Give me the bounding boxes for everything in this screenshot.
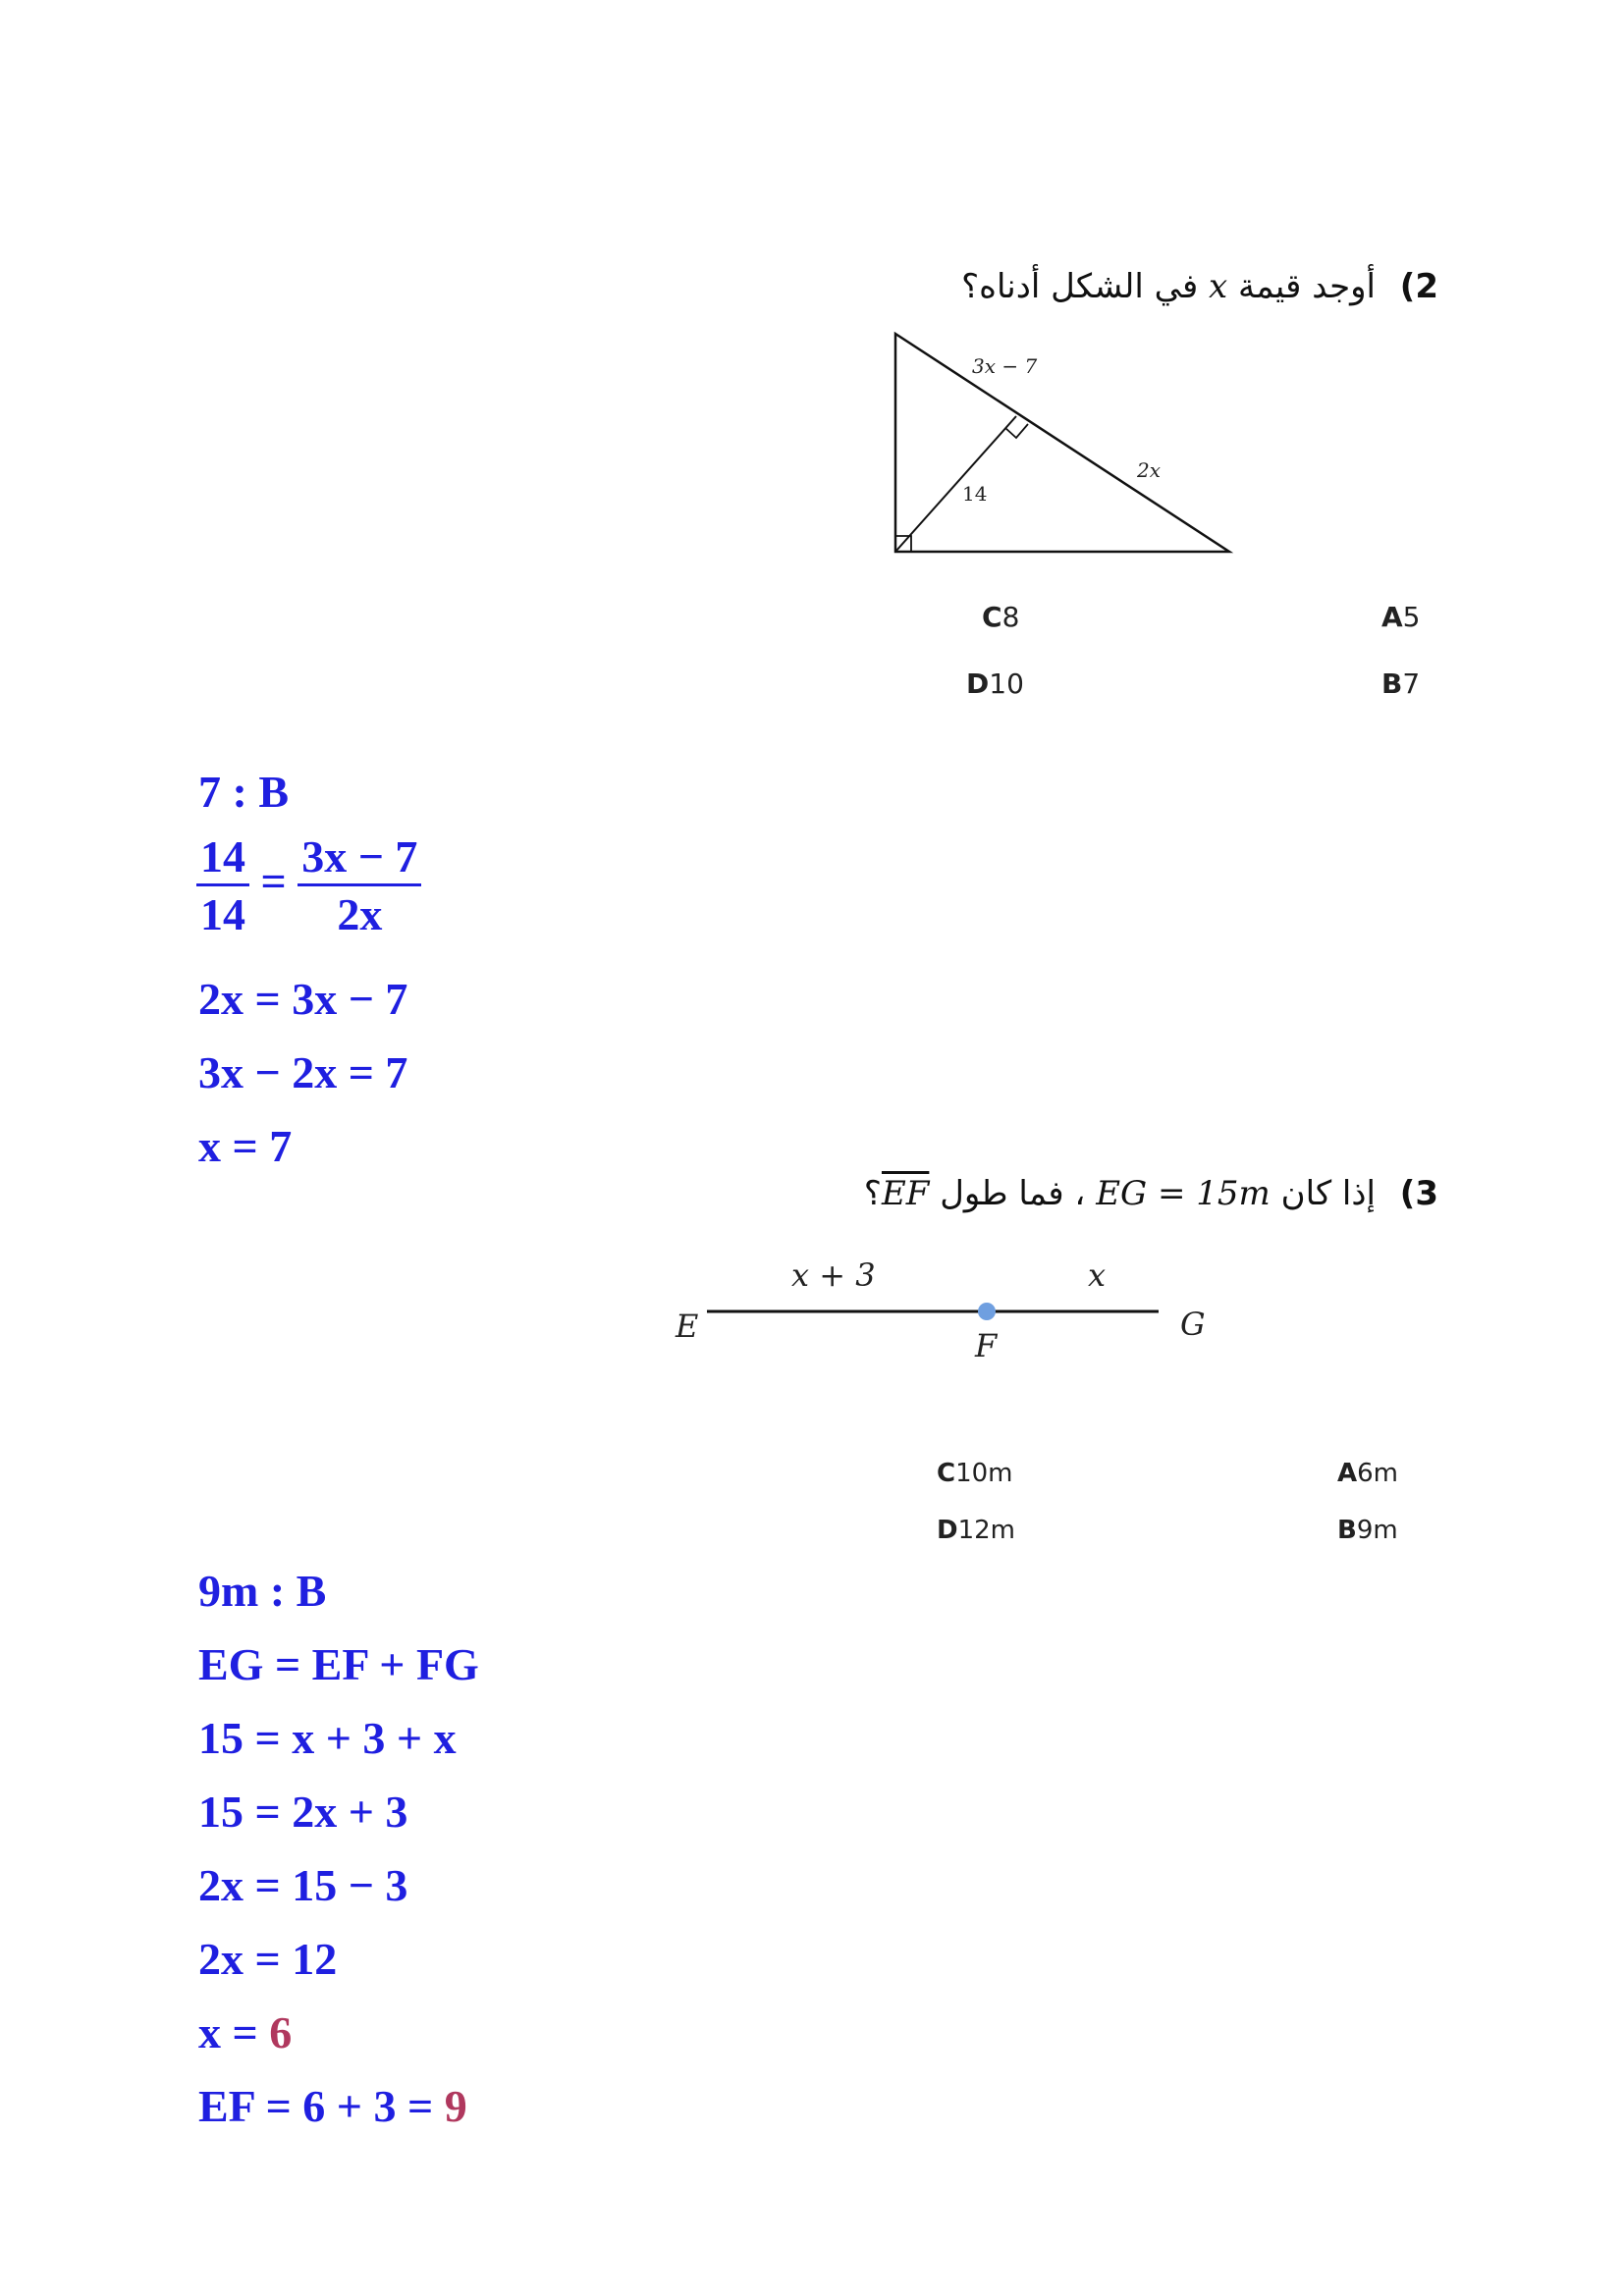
label-point-e: E [676, 1308, 699, 1345]
q2-option-a[interactable] [1360, 601, 1421, 633]
q3-option-b[interactable] [1316, 1516, 1398, 1545]
label-hyp-top: 3x − 7 [972, 354, 1038, 378]
q3-text-if: إذا كان [1280, 1174, 1376, 1213]
q3-option-b-letter: B [1337, 1516, 1357, 1545]
q3-answer: 9m : B [198, 1566, 327, 1616]
q3-step7 [198, 2081, 467, 2131]
q2-option-d-value: 10 [989, 667, 1024, 700]
q2-option-c-value: 8 [1001, 601, 1020, 633]
q3-segment-figure [648, 1247, 1206, 1384]
q3-option-c[interactable] [915, 1459, 1013, 1488]
q3-option-c-letter: C [937, 1459, 956, 1488]
q2-option-d[interactable] [945, 667, 1024, 700]
label-point-f: F [975, 1327, 998, 1364]
q3-option-d-value: 12m [957, 1516, 1016, 1545]
q2-number: 2) [1399, 267, 1438, 306]
triangle-outline [895, 334, 1229, 552]
q2-option-b-value: 7 [1402, 667, 1421, 700]
q2-option-c-letter: C [982, 601, 1002, 633]
q2-text-after: في الشكل أدناه؟ [961, 267, 1199, 306]
q2-frac-left-num: 14 [196, 834, 249, 886]
q3-step2: 15 = x + 3 + x [198, 1713, 457, 1763]
q2-text-before: أوجد قيمة [1238, 267, 1376, 306]
q3-option-d[interactable] [915, 1516, 1015, 1545]
q3-qmark: ؟ [863, 1174, 882, 1213]
q2-frac-right-num: 3x − 7 [298, 834, 421, 886]
q2-answer: 7 : B [198, 767, 289, 817]
q3-condition: EG = 15m [1096, 1174, 1271, 1213]
right-angle-mark-foot [1005, 424, 1028, 438]
point-f-dot [978, 1303, 996, 1320]
label-hyp-bottom: 2x [1137, 458, 1162, 482]
label-altitude: 14 [962, 482, 988, 506]
q3-step4: 2x = 15 − 3 [198, 1860, 408, 1910]
q2-option-a-value: 5 [1402, 601, 1421, 633]
q2-frac-right-den: 2x [337, 889, 383, 939]
q2-proportion-equals: = [260, 856, 287, 907]
q3-header [864, 1174, 1438, 1213]
q3-segment: EF [881, 1174, 930, 1213]
q3-step5: 2x = 12 [198, 1934, 338, 1984]
q2-step1: 2x = 3x − 7 [198, 974, 408, 1024]
q2-option-b[interactable] [1360, 667, 1420, 700]
q2-frac-left-den: 14 [200, 889, 245, 939]
q3-text-then: ، فما طول [940, 1174, 1086, 1213]
q3-option-a-value: 6m [1357, 1459, 1398, 1488]
q3-option-b-value: 9m [1356, 1516, 1398, 1545]
q2-option-c[interactable] [960, 601, 1019, 633]
q2-header [961, 267, 1438, 306]
q3-option-a-letter: A [1337, 1459, 1358, 1488]
label-ef: x + 3 [791, 1256, 876, 1294]
q2-variable: x [1209, 267, 1228, 306]
q2-option-a-letter: A [1381, 601, 1403, 633]
q3-step6-prefix: x = [198, 2007, 270, 2057]
q3-option-c-value: 10m [955, 1459, 1013, 1488]
q3-option-a[interactable] [1316, 1459, 1398, 1488]
q3-option-d-letter: D [937, 1516, 958, 1545]
q2-triangle-figure [884, 324, 1237, 560]
q3-step7-value: 9 [444, 2081, 467, 2131]
q2-step3: x = 7 [198, 1121, 293, 1171]
altitude-line [895, 416, 1016, 552]
q2-option-b-letter: B [1381, 667, 1403, 700]
q3-step6-value: 6 [269, 2007, 293, 2057]
q3-step6 [198, 2007, 293, 2057]
q3-number: 3) [1399, 1174, 1438, 1213]
q3-step3: 15 = 2x + 3 [198, 1787, 408, 1837]
q3-step1: EG = EF + FG [198, 1639, 479, 1689]
label-fg: x [1088, 1256, 1107, 1294]
q2-step2: 3x − 2x = 7 [198, 1047, 408, 1097]
q2-frac-left [196, 831, 249, 939]
q3-step7-prefix: EF = 6 + 3 = [198, 2081, 445, 2131]
label-point-g: G [1180, 1306, 1206, 1343]
q2-option-d-letter: D [966, 667, 990, 700]
q2-frac-right [298, 831, 421, 939]
q2-proportion [196, 831, 421, 939]
